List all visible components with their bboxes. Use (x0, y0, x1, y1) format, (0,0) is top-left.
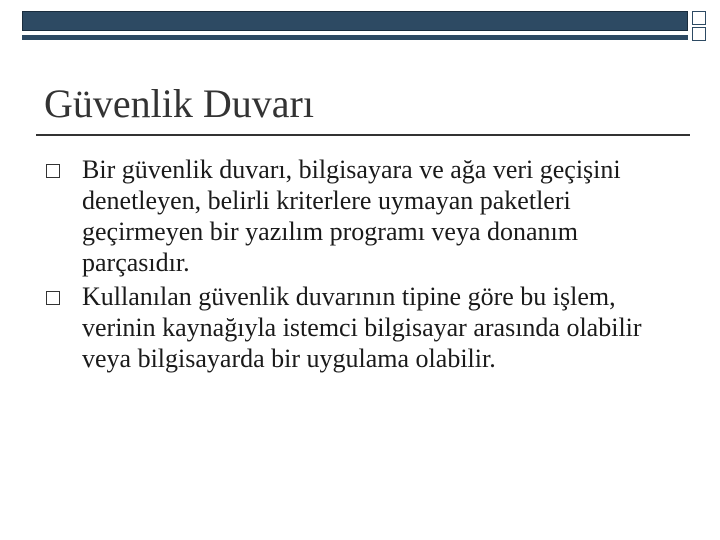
bullet-list (0, 154, 720, 377)
slide-title: Güvenlik Duvarı (44, 81, 314, 126)
corner-square-bottom (692, 27, 706, 41)
corner-square-top (692, 11, 706, 25)
title-underline (36, 134, 690, 136)
bullet-text: Bir güvenlik duvarı, bilgisayara ve ağa veri geçişini denetleyen, belirli kriterlere uymayan paketleri geçirmeyen bir yazılım programı veya donanım parçasıdır. (82, 155, 621, 277)
checkbox-bullet-icon (46, 164, 60, 178)
bullet-item (0, 281, 682, 374)
bullet-item (0, 154, 682, 278)
bullet-text: Kullanılan güvenlik duvarının tipine göre bu işlem, verinin kaynağıyla istemci bilgisayar arasında olabilir veya bilgisayarda bir uygulama olabilir. (82, 282, 642, 373)
header-rule (22, 35, 688, 40)
checkbox-bullet-icon (46, 291, 60, 305)
header-bar (22, 11, 688, 31)
